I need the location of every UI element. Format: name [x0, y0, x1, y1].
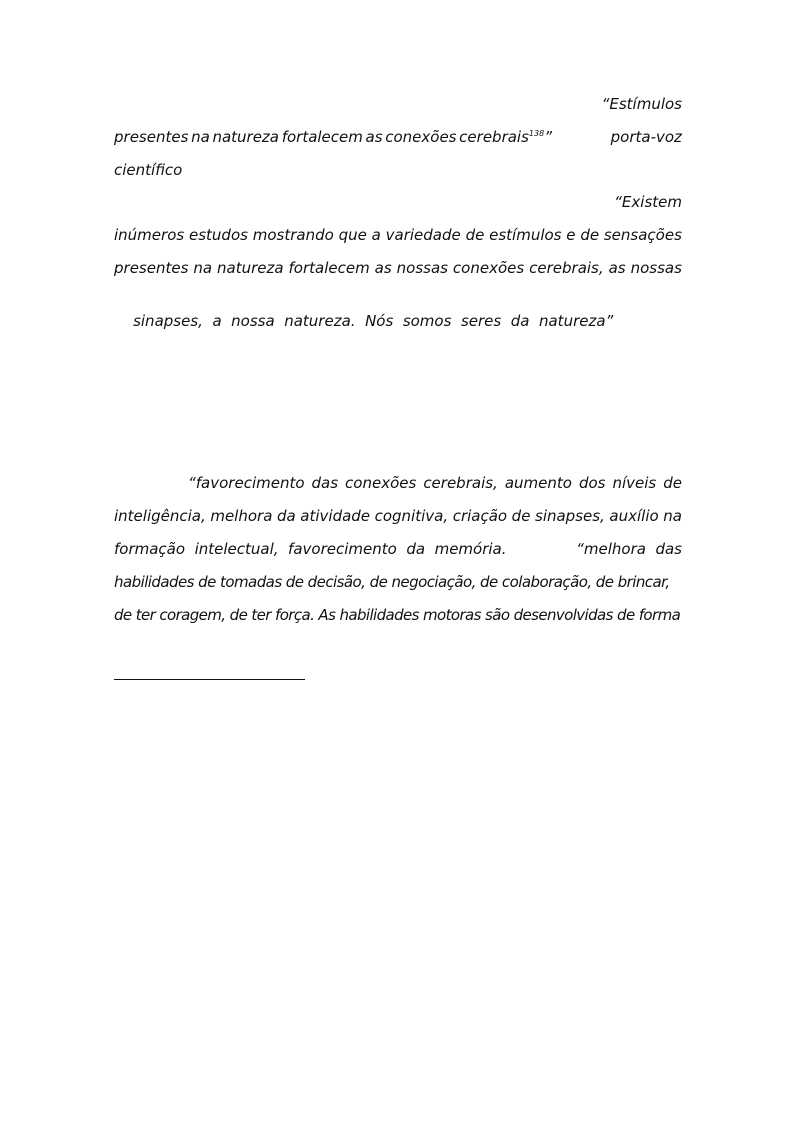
p2-line2 — [114, 225, 682, 245]
p2-l2-w1: estudos — [188, 226, 248, 244]
p2-l2-w3: que — [338, 226, 367, 244]
p3-l2-w0: inteligência, — [114, 507, 206, 525]
footnote-separator — [114, 679, 305, 680]
p3-l1-w2: conexões — [345, 474, 417, 492]
p1-line2 — [114, 127, 682, 147]
p3-l1-w1: das — [311, 474, 339, 492]
p3-line1 — [114, 473, 682, 493]
p3-l2-w8: auxílio — [609, 507, 659, 525]
p3-line5 — [114, 605, 682, 625]
p3-l1-w5: dos — [578, 474, 606, 492]
p3-l2-w2: da — [276, 507, 296, 525]
p3-l2-w3: atividade — [300, 507, 371, 525]
p2-l3-w4: as — [374, 259, 392, 277]
p2-l3-w2: natureza — [217, 259, 284, 277]
p3-l1-w0: “favorecimento — [188, 474, 305, 492]
p1-l2-w0: presentes — [114, 128, 189, 146]
p3-l3-left: formação intelectual, favorecimento da memória. — [114, 540, 507, 558]
p1-line3 — [114, 160, 682, 180]
p1-l2-w6: cerebrais — [459, 128, 529, 146]
p2-l2-w8: e — [566, 226, 576, 244]
p3-l4-text: habilidades de tomadas de decisão, de negociação, de colaboração, de brincar, — [114, 573, 670, 591]
p2-l2-w2: mostrando — [252, 226, 334, 244]
p2-l3-w8: as — [608, 259, 626, 277]
p1-l2-w3: fortalecem — [281, 128, 363, 146]
p3-l1-w3: cerebrais, — [423, 474, 498, 492]
p1-line1 — [114, 94, 682, 114]
p2-l4-text: sinapses, a nossa natureza. Nós somos seres da natureza” — [133, 312, 614, 330]
p3-l2-w1: melhora — [210, 507, 273, 525]
p2-opening-text: “Existem — [614, 193, 682, 211]
p2-l3-w0: presentes — [114, 259, 189, 277]
p3-line2 — [114, 506, 682, 526]
p1-l3-text: científico — [114, 161, 183, 179]
p3-l1-w7: de — [663, 474, 682, 492]
p2-l3-w9: nossas — [630, 259, 682, 277]
p1-opening-text: “Estímulos — [601, 95, 682, 113]
p1-l2-end: porta-voz — [610, 128, 682, 146]
p2-line1 — [114, 192, 682, 212]
p1-l2-w4: as — [365, 128, 383, 146]
p2-l3-w5: nossas — [396, 259, 448, 277]
p2-l2-w7: estímulos — [489, 226, 562, 244]
p2-l3-w6: conexões — [452, 259, 525, 277]
p2-l3-w1: na — [193, 259, 213, 277]
p2-l3-w7: cerebrais, — [529, 259, 604, 277]
p1-l2-w5: conexões — [385, 128, 457, 146]
p3-l3-right: “melhora das — [576, 540, 682, 558]
p2-line3 — [114, 258, 682, 278]
footnote-reference[interactable]: 138 — [528, 129, 545, 138]
p2-l2-w5: variedade — [385, 226, 461, 244]
p2-l2-w10: sensações — [603, 226, 682, 244]
p1-l2-w6-group — [459, 127, 552, 147]
p2-l2-w0: inúmeros — [114, 226, 185, 244]
p3-l5-text: de ter coragem, de ter força. As habilidades motoras são desenvolvidas de forma — [114, 606, 681, 624]
p2-line4 — [114, 291, 682, 351]
p1-l2-w2: natureza — [212, 128, 280, 146]
p3-l2-w4: cognitiva, — [374, 507, 449, 525]
p3-l2-w6: de — [511, 507, 531, 525]
p2-l2-w4: a — [371, 226, 381, 244]
p1-close-quote: ” — [544, 128, 552, 146]
p3-l2-w9: na — [663, 507, 682, 525]
p2-l3-w3: fortalecem — [288, 259, 370, 277]
p1-l2-w1: na — [191, 128, 210, 146]
p3-l1-w6: níveis — [612, 474, 657, 492]
p3-l2-w7: sinapses, — [535, 507, 605, 525]
p2-l2-w6: de — [465, 226, 485, 244]
p3-line4 — [114, 572, 682, 592]
p3-line3 — [114, 539, 682, 559]
p2-l2-w9: de — [580, 226, 600, 244]
p3-l2-w5: criação — [452, 507, 508, 525]
p3-l1-w4: aumento — [504, 474, 572, 492]
